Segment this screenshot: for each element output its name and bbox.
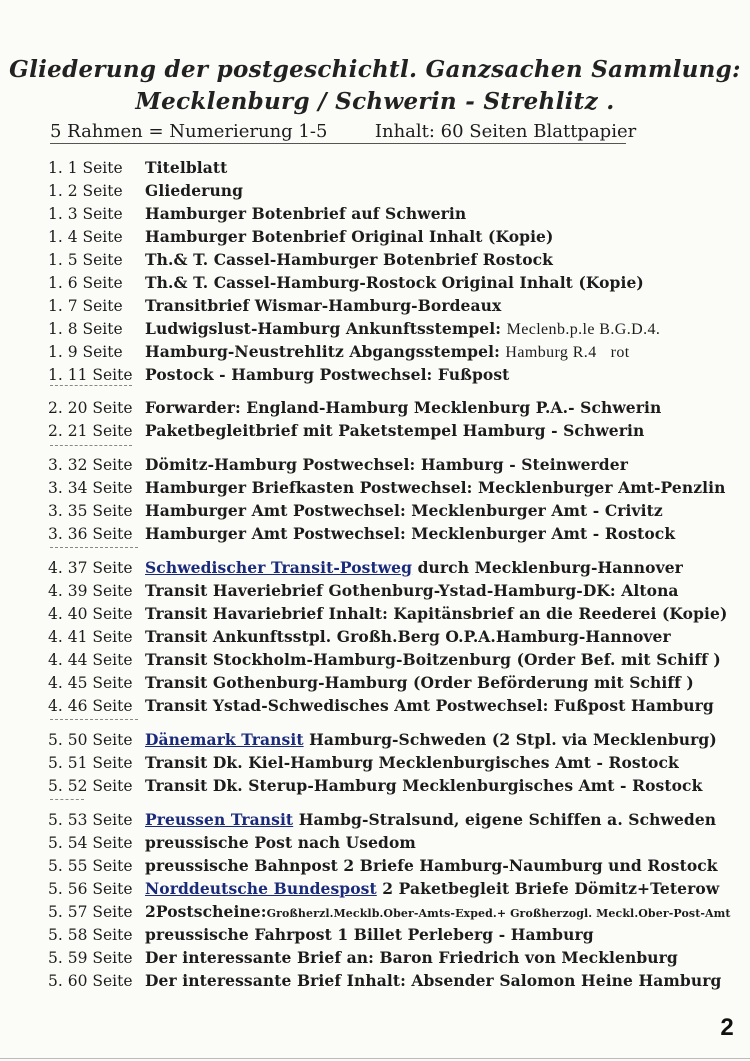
entry-number: 5. 60 Seite	[48, 972, 133, 990]
entry-highlight: Preussen Transit	[145, 810, 294, 829]
entry-description: Transit Gothenburg-Hamburg (Order Beförderung mit Schiff )	[145, 673, 694, 692]
entry-text	[145, 500, 663, 522]
entry-text	[145, 775, 702, 797]
entry-number: 4. 40 Seite	[48, 605, 133, 623]
entry-description: Transit Dk. Sterup-Hamburg Mecklenburgisches Amt - Rostock	[145, 776, 703, 795]
entry-number: 5. 54 Seite	[48, 834, 133, 852]
entry-description: Transit Ystad-Schwedisches Amt Postwechsel: Fußpost Hamburg	[145, 696, 714, 715]
entry-number: 3. 32 Seite	[48, 456, 133, 474]
content-summary: Inhalt: 60 Seiten Blattpapier	[374, 121, 637, 142]
page-number: 2	[720, 1014, 734, 1041]
entry-number: 2. 21 Seite	[48, 422, 133, 440]
entry-description: Transitbrief Wismar-Hamburg-Bordeaux	[145, 296, 502, 315]
entry-description: Hamburger Amt Postwechsel: Mecklenburger Amt - Crivitz	[145, 501, 663, 520]
entry-text	[145, 672, 694, 694]
entry-description: 2 Paketbegleit Briefe Dömitz+Teterow	[376, 879, 720, 898]
entry-text	[145, 295, 501, 317]
entry-number: 5. 58 Seite	[48, 926, 133, 944]
entry-description: Transit Haveriebrief Gothenburg-Ystad-Hamburg-DK: Altona	[145, 581, 679, 600]
entry-text	[145, 603, 727, 625]
entry-number: 5. 59 Seite	[48, 949, 133, 967]
entry-description: Der interessante Brief Inhalt: Absender Salomon Heine Hamburg	[145, 971, 722, 990]
entry-number: 2. 20 Seite	[48, 399, 133, 417]
entry-text	[145, 226, 553, 248]
section-divider	[50, 719, 138, 720]
entry-description: Hamburger Amt Postwechsel: Mecklenburger Amt - Rostock	[145, 524, 676, 543]
entry-text	[145, 157, 227, 179]
section-divider	[50, 547, 138, 548]
entry-description: Transit Dk. Kiel-Hamburg Mecklenburgisches Amt - Rostock	[145, 753, 679, 772]
entry-description: durch Mecklenburg-Hannover	[412, 558, 683, 577]
entry-text	[145, 832, 416, 854]
entry-text	[145, 203, 466, 225]
section-divider	[50, 799, 84, 800]
section-divider	[50, 445, 132, 446]
entry-highlight: Dänemark Transit	[145, 730, 304, 749]
title-line-2: Mecklenburg / Schwerin - Strehlitz .	[135, 88, 615, 115]
entry-number: 1. 5 Seite	[48, 251, 123, 269]
entry-text	[145, 901, 731, 925]
frames-count: 5 Rahmen = Numerierung 1-5	[50, 121, 328, 142]
entry-number: 5. 53 Seite	[48, 811, 133, 829]
entry-description: Gliederung	[145, 181, 244, 200]
entry-number: 4. 39 Seite	[48, 582, 133, 600]
entry-description: preussische Post nach Usedom	[145, 833, 416, 852]
entry-number: 1. 6 Seite	[48, 274, 123, 292]
entry-number: 4. 45 Seite	[48, 674, 133, 692]
entry-text	[145, 626, 671, 648]
entry-number: 1. 7 Seite	[48, 297, 123, 315]
entry-description: Hamburger Botenbrief Original Inhalt (Kopie)	[145, 227, 554, 246]
subtitle-line	[50, 121, 637, 144]
entry-text	[145, 341, 630, 364]
entry-text	[145, 420, 644, 442]
entry-number: 3. 35 Seite	[48, 502, 133, 520]
entry-small-text: Großherzl.Mecklb.Ober-Amts-Exped.+ Großherzogl. Meckl.Ober-Post-Amt	[266, 907, 731, 920]
entry-description: Forwarder: England-Hamburg Mecklenburg P.A.- Schwerin	[145, 398, 662, 417]
entry-text	[145, 557, 683, 579]
entry-text	[145, 249, 553, 271]
entry-description: Th.& T. Cassel-Hamburger Botenbrief Rostock	[145, 250, 554, 269]
entry-number: 4. 37 Seite	[48, 559, 133, 577]
entry-text	[145, 970, 721, 992]
entry-number: 1. 1 Seite	[48, 159, 123, 177]
entry-highlight: Norddeutsche Bundespost	[145, 879, 377, 898]
entry-stamp-color: rot	[610, 344, 630, 361]
entry-text	[145, 180, 243, 202]
entry-text	[145, 523, 675, 545]
entry-text	[145, 947, 678, 969]
entry-text	[145, 752, 679, 774]
bottom-edge-line	[0, 1058, 750, 1059]
entry-number: 5. 56 Seite	[48, 880, 133, 898]
entry-number: 1. 11 Seite	[48, 366, 133, 384]
entry-text	[145, 397, 661, 419]
entry-number: 5. 55 Seite	[48, 857, 133, 875]
entry-text	[145, 878, 719, 900]
entry-description: Der interessante Brief an: Baron Friedrich von Mecklenburg	[145, 948, 678, 967]
entry-number: 1. 3 Seite	[48, 205, 123, 223]
entry-description: Hamburg-Neustrehlitz Abgangsstempel:	[145, 342, 500, 361]
entry-text	[145, 649, 721, 671]
entry-text	[145, 454, 628, 476]
entry-number: 5. 57 Seite	[48, 903, 133, 921]
entry-description: Hamburger Briefkasten Postwechsel: Mecklenburger Amt-Penzlin	[145, 478, 726, 497]
entry-description: Transit Havariebrief Inhalt: Kapitänsbrief an die Reederei (Kopie)	[145, 604, 728, 623]
entry-text	[145, 809, 716, 831]
entry-number: 3. 36 Seite	[48, 525, 133, 543]
entry-description: Ludwigslust-Hamburg Ankunftsstempel:	[145, 319, 502, 338]
entry-text	[145, 272, 644, 294]
entry-number: 1. 9 Seite	[48, 343, 123, 361]
entry-text	[145, 364, 509, 386]
entry-description: Transit Ankunftsstpl. Großh.Berg O.P.A.Hamburg-Hannover	[145, 627, 671, 646]
entry-description: Postock - Hamburg Postwechsel: Fußpost	[145, 365, 510, 384]
entry-number: 4. 44 Seite	[48, 651, 133, 669]
entry-text	[145, 855, 718, 877]
entry-number: 1. 2 Seite	[48, 182, 123, 200]
entry-number: 1. 4 Seite	[48, 228, 123, 246]
entry-description: Titelblatt	[145, 158, 228, 177]
entry-text	[145, 729, 717, 751]
entry-stamp-text: Hamburg R.4	[505, 344, 597, 361]
entry-text	[145, 477, 725, 499]
entry-number: 4. 46 Seite	[48, 697, 133, 715]
entry-number: 3. 34 Seite	[48, 479, 133, 497]
entry-text	[145, 695, 714, 717]
entry-number: 1. 8 Seite	[48, 320, 123, 338]
entry-description: Hamburg-Schweden (2 Stpl. via Mecklenburg)	[303, 730, 717, 749]
entry-number: 4. 41 Seite	[48, 628, 133, 646]
entry-text	[145, 924, 594, 946]
entry-number: 5. 50 Seite	[48, 731, 133, 749]
entry-description: Dömitz-Hamburg Postwechsel: Hamburg - Steinwerder	[145, 455, 628, 474]
entry-text	[145, 580, 679, 602]
entry-description: preussische Bahnpost 2 Briefe Hamburg-Naumburg und Rostock	[145, 856, 718, 875]
entry-description: Hamburger Botenbrief auf Schwerin	[145, 204, 467, 223]
entry-description: Th.& T. Cassel-Hamburg-Rostock Original Inhalt (Kopie)	[145, 273, 644, 292]
entry-description: preussische Fahrpost 1 Billet Perleberg - Hamburg	[145, 925, 594, 944]
title-line-1: Gliederung der postgeschichtl. Ganzsachen Sammlung:	[9, 56, 741, 83]
entry-description: Transit Stockholm-Hamburg-Boitzenburg (Order Bef. mit Schiff )	[145, 650, 721, 669]
entry-number: 5. 51 Seite	[48, 754, 133, 772]
entry-highlight: Schwedischer Transit-Postweg	[145, 558, 413, 577]
entry-stamp-text: Meclenb.p.le B.G.D.4.	[506, 321, 661, 338]
section-divider	[50, 385, 132, 386]
entry-number: 5. 52 Seite	[48, 777, 133, 795]
entry-description: Paketbegleitbrief mit Paketstempel Hamburg - Schwerin	[145, 421, 645, 440]
entry-text	[145, 318, 660, 341]
entry-description: 2Postscheine:	[145, 902, 267, 921]
entry-description: Hambg-Stralsund, eigene Schiffen a. Schweden	[293, 810, 717, 829]
